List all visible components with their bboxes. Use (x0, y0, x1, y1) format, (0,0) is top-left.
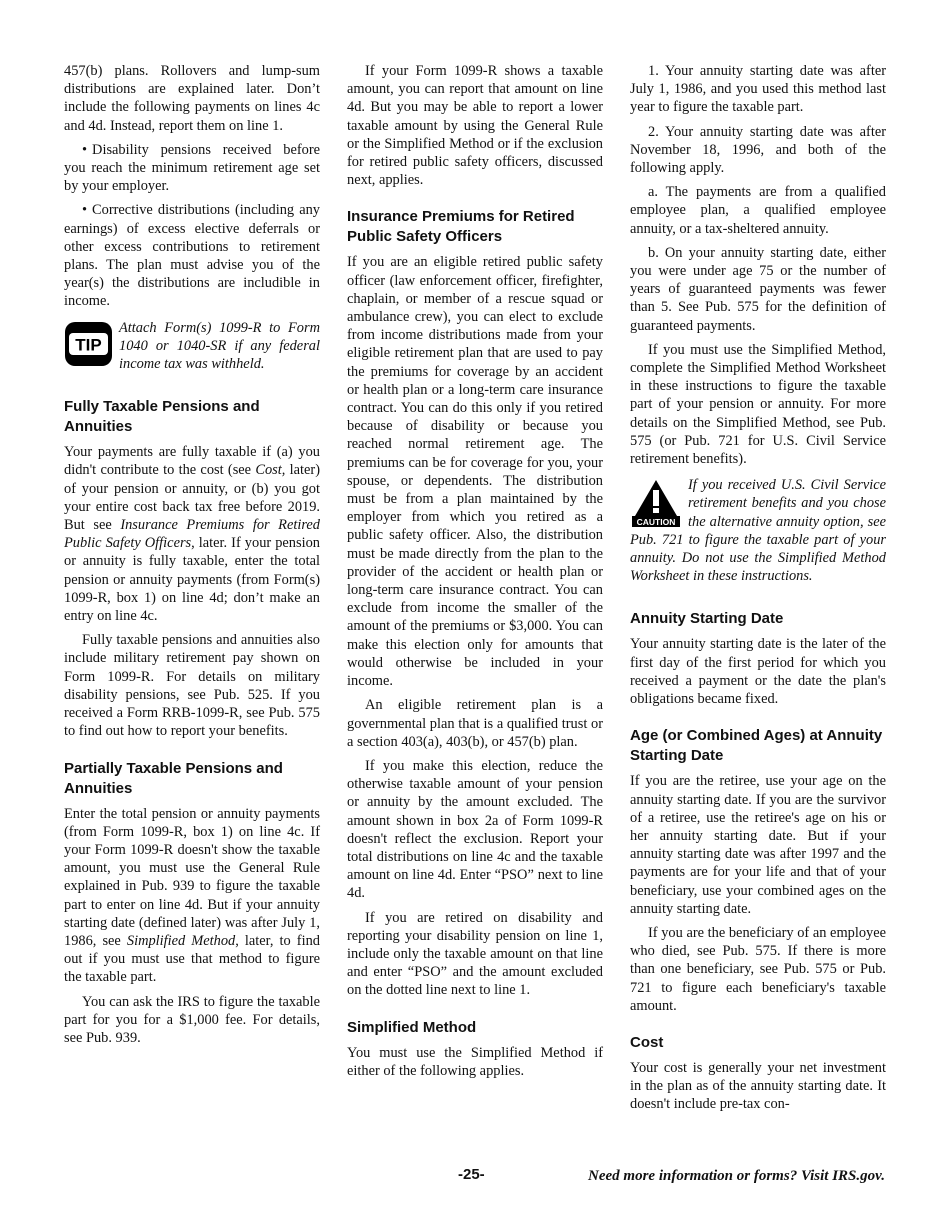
list-item: a. The payments are from a qualified employee plan, a qualified employee annuity, or a tax-sheltered annuity. (630, 184, 886, 237)
paragraph: If you are the retiree, use your age on the annuity starting date. If you are the survivor of a retiree, use the retiree's age on his or her annuity starting date. But if your annuity starting date was after 1997 and the payments are for your life and that of your beneficiary, use your combined ages on the annuity starting date. (630, 773, 886, 917)
tip-label: TIP (75, 335, 102, 355)
list-item: 1. Your annuity starting date was after July 1, 1986, and you used this method last year to figure the taxable part. (630, 63, 886, 116)
tip-note (64, 319, 320, 380)
bullet-item: • Disability pensions received before you reach the minimum retirement age set by your employer. (64, 141, 320, 196)
paragraph: If you are retired on disability and reporting your disability pension on line 1, include only the taxable amount on that line and enter “PSO” and the amount excluded on the dotted line next to line 1. (347, 909, 603, 999)
paragraph: If you make this election, reduce the otherwise taxable amount of your pension or annuity by the amount excluded. The amount shown in box 2a of Form 1099-R doesn't reflect the exclusion. Report your total distributions on line 4c and the taxable amount on line 4d. Enter “PSO” next to line 4d. (347, 757, 603, 902)
paragraph: An eligible retirement plan is a governmental plan that is a qualified trust or a section 403(a), 403(b), or 457(b) plan. (347, 697, 603, 750)
paragraph: Your cost is generally your net investment in the plan as of the annuity starting date. It doesn't include pre-tax con- (630, 1059, 886, 1113)
heading-partially-taxable: Partially Taxable Pensions and Annuities (64, 759, 283, 797)
paragraph: Fully taxable pensions and annuities also include military retirement pay shown on Form 1099-R. For details on military disability pensions, see Pub. 525. If you received a Form RRB-1099-R, see Pub. 575 to find out how to report your benefits. (64, 632, 320, 740)
paragraph: If your Form 1099-R shows a taxable amount, you can report that amount on line 4d. But you may be able to report a lower taxable amount by using the General Rule or the Simplified Method or if the exclusion for retired public safety officers, discussed next, applies. (347, 63, 603, 189)
paragraph: Your payments are fully taxable if (a) you didn't contribute to the cost (see Cost, later) of your pension or annuity, or (b) you got your entire cost back tax free before 2019. But see Insurance Premiums for Retired Public Safety Officers, later. If your pension or annuity is fully taxable, enter the total pension or annuity payments (from Form(s) 1099-R, box 1) on line 4d; don’t make an entry on line 4c. (64, 444, 320, 625)
paragraph: If you are an eligible retired public safety officer (law enforcement officer, firefighter, chaplain, or member of a rescue squad or ambulance crew), you can elect to exclude from income distributions made from your eligible retirement plan that are used to pay the premiums for coverage by an accident or health plan or a long-term care insurance contract. You can do this only if you retired because of disability or because you reached normal retirement age. The premiums can be for coverage for you, your spouse, or dependents. The distribution must be from a plan maintained by the employer from which you retired as a public safety officer. Also, the distribution must be made directly from the plan to the provider of the accident or health plan or long-term care insurance contract. You can exclude from income the smaller of the amount of the premiums or $3,000. You can make this election only for amounts that would otherwise be included in your income. (347, 254, 603, 690)
caution-text: If you received U.S. Civil Service retirement benefits and you chose the alternative annuity option, see Pub. 721 to figure the taxable part of your annuity. Do not use the Simplified Method Worksheet in these instructions. (630, 477, 886, 585)
list-item: 2. Your annuity starting date was after November 18, 1996, and both of the following apply. (630, 123, 886, 177)
heading-age-at-starting-date: Age (or Combined Ages) at Annuity Starting Date (630, 727, 883, 765)
bullet-item: • Corrective distributions (including any earnings) of excess elective deferrals or other excess contributions to retirement plans. The plan must advise you of the year(s) the distributions are includible in income. (64, 201, 320, 310)
paragraph: You can ask the IRS to figure the taxable part for you for a $1,000 fee. For details, see Pub. 939. (64, 993, 320, 1046)
column-3 (630, 62, 886, 1120)
caution-icon (630, 478, 682, 528)
page-number: -25- (458, 1166, 485, 1183)
heading-cost: Cost (630, 1033, 664, 1051)
footer-note: Need more information or forms? Visit IRS.gov. (588, 1168, 885, 1184)
column-2 (347, 62, 603, 1086)
heading-annuity-starting-date: Annuity Starting Date (630, 610, 784, 628)
caution-note (630, 476, 886, 591)
list-item: b. On your annuity starting date, either you were under age 75 or the number of years of guaranteed payments was fewer than 5. See Pub. 575 for the definition of guaranteed payments. (630, 244, 886, 334)
paragraph: You must use the Simplified Method if either of the following applies. (347, 1044, 603, 1079)
paragraph: Enter the total pension or annuity payments (from Form 1099-R, box 1) on line 4c. If your Form 1099-R doesn't show the taxable amount, you must use the General Rule explained in Pub. 939 to figure the taxable part to enter on line 4d. But if your annuity starting date (defined later) was after July 1, 1986, see Simplified Method, later, to find out if you must use that method to figure the taxable part. (64, 805, 320, 986)
heading-insurance-premiums: Insurance Premiums for Retired Public Safety Officers (347, 208, 575, 246)
paragraph: If you are the beneficiary of an employee who died, see Pub. 575. If there is more than one beneficiary, see Pub. 575 or Pub. 721 to figure each beneficiary's taxable amount. (630, 924, 886, 1014)
paragraph: Your annuity starting date is the later of the first day of the first period for which you received a payment or the date the plan's obligations became fixed. (630, 636, 886, 708)
paragraph: 457(b) plans. Rollovers and lump-sum distributions are explained later. Don’t include the following payments on lines 4c and 4d. Instead, report them on line 1. (64, 63, 320, 134)
column-1 (64, 62, 320, 1053)
tip-text: Attach Form(s) 1099-R to Form 1040 or 1040-SR if any federal income tax was withheld. (119, 319, 320, 373)
heading-simplified-method: Simplified Method (347, 1018, 477, 1036)
heading-fully-taxable: Fully Taxable Pensions and Annuities (64, 398, 260, 436)
caution-label: CAUTION (636, 517, 676, 528)
paragraph: If you must use the Simplified Method, complete the Simplified Method Worksheet in these instructions to figure the taxable part of your pension or annuity. For more details on the Simplified Method, see Pub. 575 (or Pub. 721 for U.S. Civil Service retirement benefits). (630, 341, 886, 468)
tip-icon (64, 321, 113, 367)
